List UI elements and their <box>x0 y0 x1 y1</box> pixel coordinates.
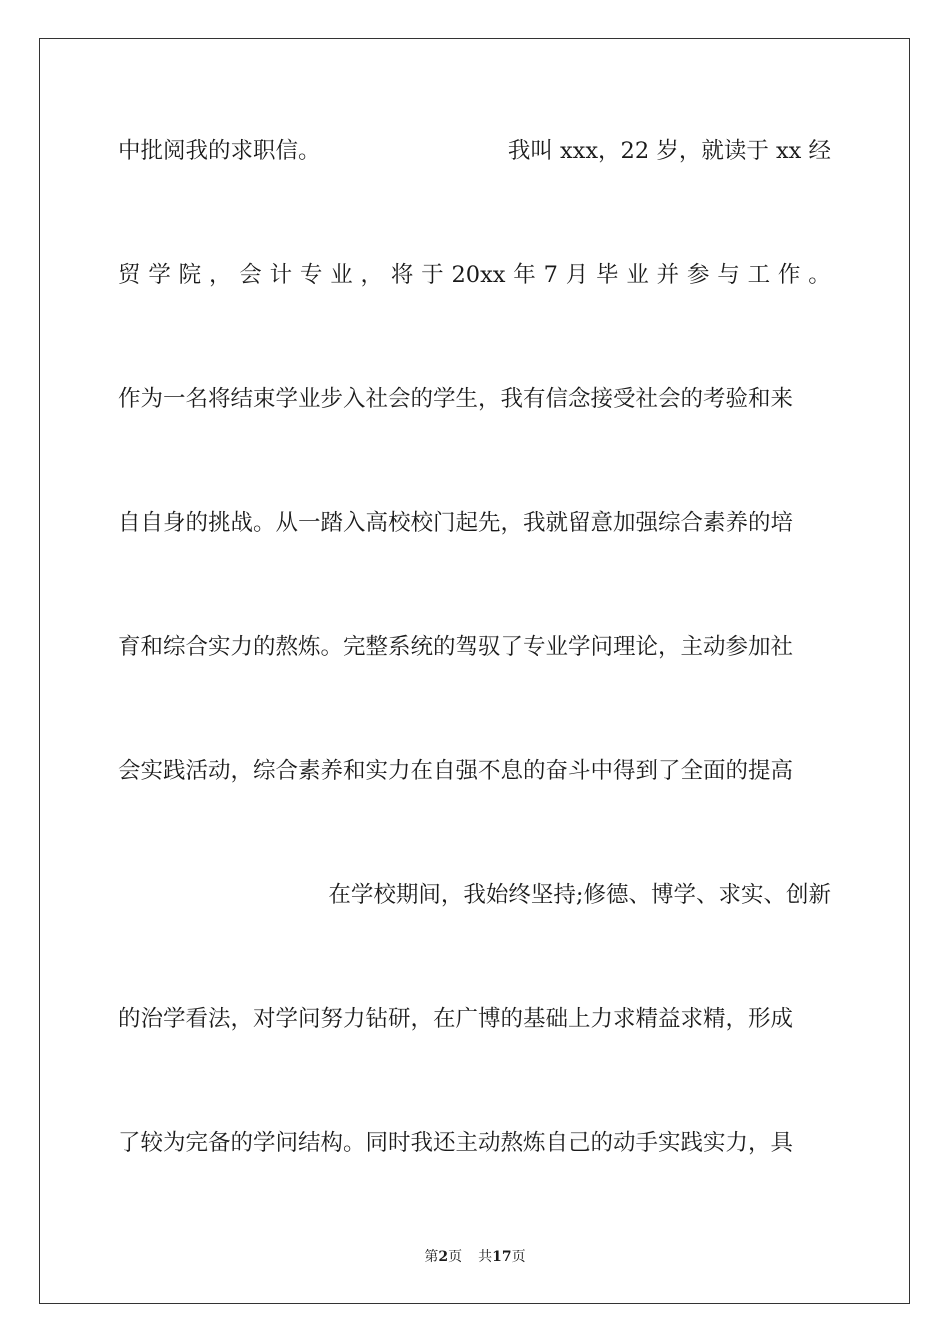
text-line-7: 在学校期间，我始终坚持;修德、博学、求实、创新 <box>328 882 831 908</box>
footer-page-mid: 页 <box>448 1249 463 1265</box>
line-2-char: ， <box>208 262 232 288</box>
text-line-1 <box>118 134 831 168</box>
line-2-char: 毕 <box>596 262 619 288</box>
footer-page-total: 17 <box>492 1249 512 1265</box>
text-line-5: 育和综合实力的熬炼。完整系统的驾驭了专业学问理论，主动参加社 <box>118 634 794 660</box>
line-2-char: 专 <box>299 262 323 288</box>
line-2-char: 将 <box>390 262 414 288</box>
text-line-6: 会实践活动，综合素养和实力在自强不息的奋斗中得到了全面的提高 <box>118 758 794 784</box>
line-2-char: 计 <box>269 262 293 288</box>
line-2-char: 院 <box>178 262 202 288</box>
line-2-char: 月 <box>565 262 589 288</box>
line-2-char: 并 <box>656 262 680 288</box>
text-line-2 <box>118 258 831 292</box>
page-footer <box>0 1247 950 1267</box>
footer-total-suffix: 页 <box>511 1249 526 1265</box>
line-2-char: 会 <box>239 262 262 288</box>
line-2-char: ， <box>360 262 384 288</box>
text-line-8: 的治学看法，对学问努力钻研，在广博的基础上力求精益求精，形成 <box>118 1006 794 1032</box>
line-2-char: 业 <box>330 262 353 288</box>
line-2-char: 20xx <box>451 262 506 288</box>
line-2-char: 7 <box>543 262 558 288</box>
footer-total-prefix: 共 <box>478 1249 493 1265</box>
line-2-char: 工 <box>747 262 771 288</box>
line-2-char: 作 <box>777 262 801 288</box>
line-2-char: 与 <box>717 262 740 288</box>
line-2-char: 年 <box>513 262 536 288</box>
text-line-3: 作为一名将结束学业步入社会的学生，我有信念接受社会的考验和来 <box>118 386 794 412</box>
line-1-right: 我叫 xxx，22 岁，就读于 xx 经 <box>507 138 831 164</box>
footer-page-prefix: 第 <box>424 1249 439 1265</box>
line-2-char: 参 <box>686 262 710 288</box>
line-2-char: 于 <box>421 262 444 288</box>
line-2-char: 贸 <box>118 262 141 288</box>
footer-page-current: 2 <box>438 1249 449 1265</box>
text-line-9: 了较为完备的学问结构。同时我还主动熬炼自己的动手实践实力，具 <box>118 1130 794 1156</box>
line-2-char: 学 <box>148 262 171 288</box>
line-2-char: 业 <box>626 262 649 288</box>
line-2-char: 。 <box>808 262 831 288</box>
line-1-left: 中批阅我的求职信。 <box>118 138 321 164</box>
text-line-4: 自自身的挑战。从一踏入高校校门起先，我就留意加强综合素养的培 <box>118 510 794 536</box>
page-border <box>39 38 910 1304</box>
